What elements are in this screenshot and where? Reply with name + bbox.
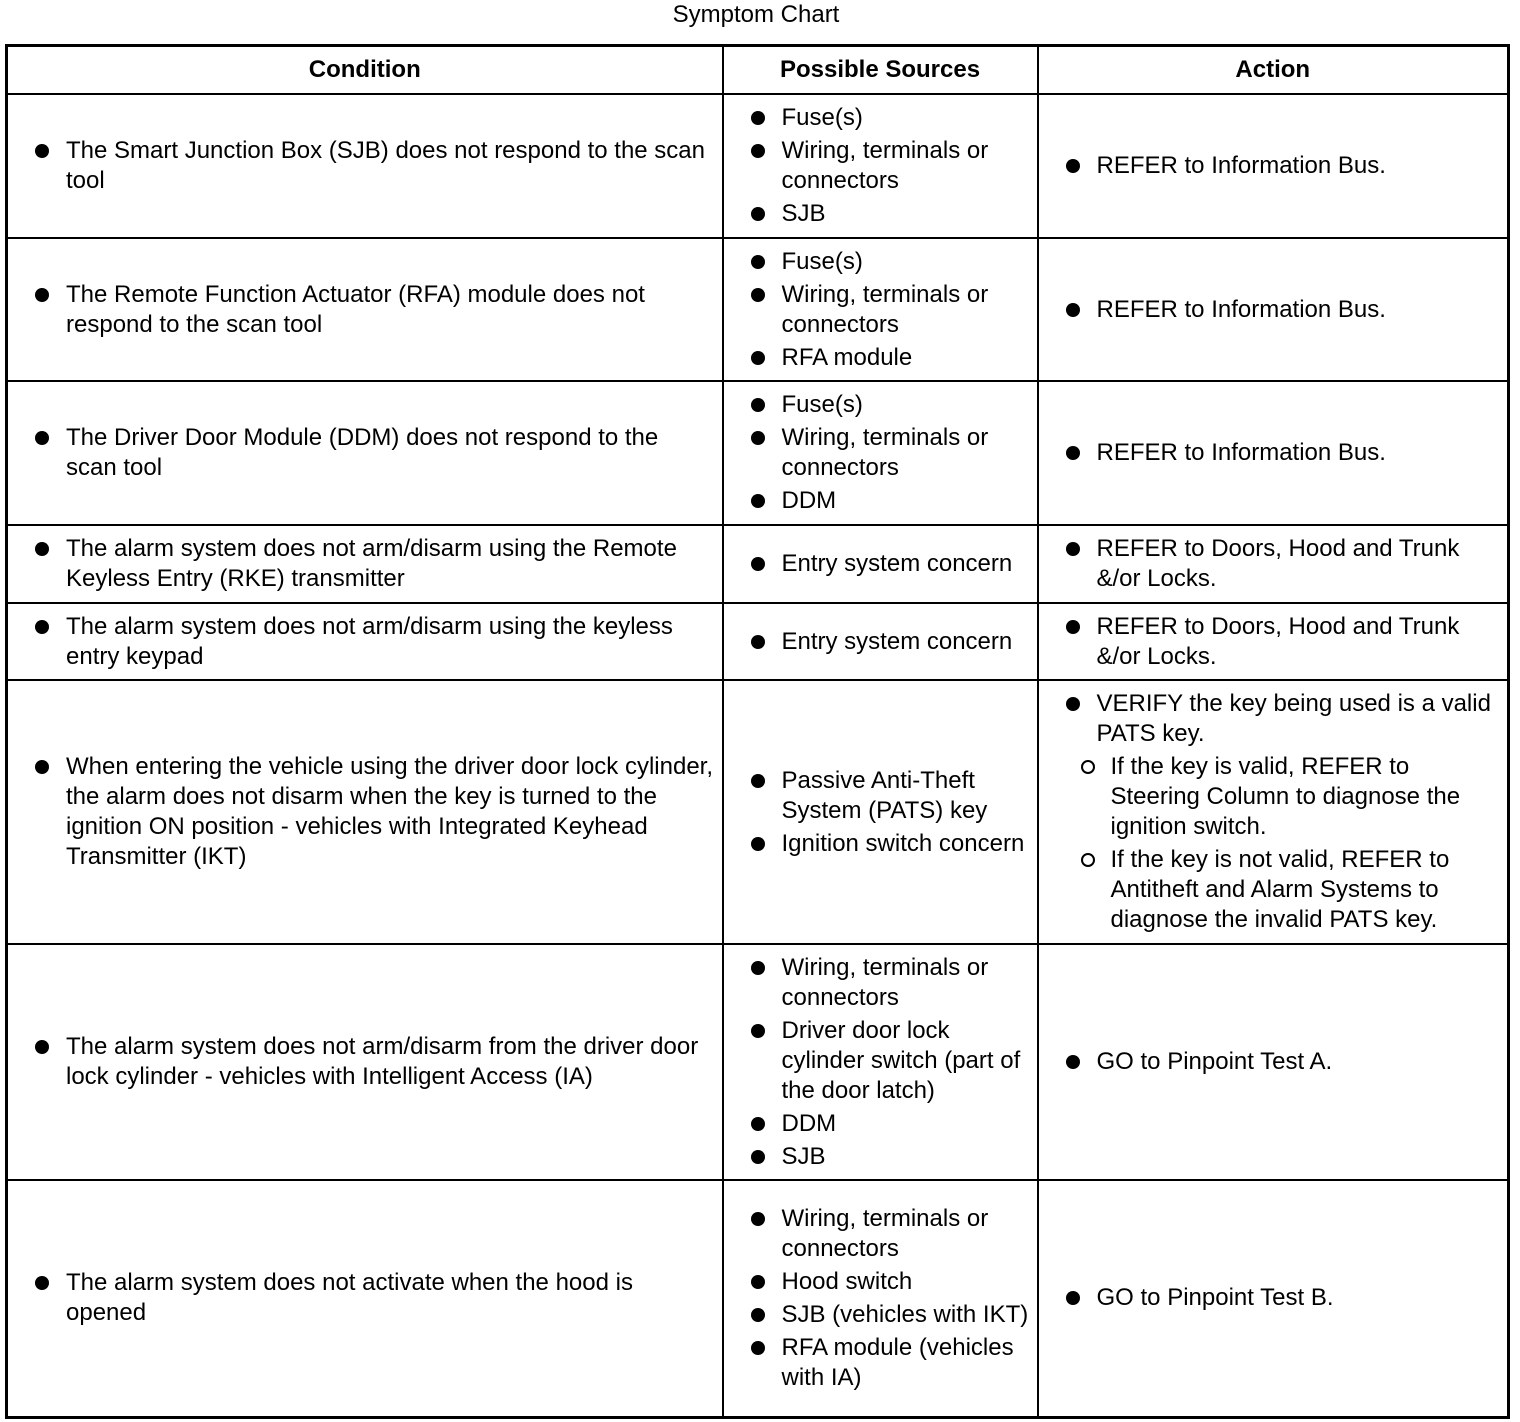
- condition-text: The Remote Function Actuator (RFA) module does not respond to the scan tool: [66, 280, 645, 338]
- source-item: [746, 549, 1031, 579]
- source-text: Wiring, terminals or connectors: [781, 1204, 989, 1262]
- source-item: [746, 247, 1031, 277]
- bullet-icon: [1066, 159, 1080, 173]
- bullet-icon: [35, 144, 49, 158]
- chart-title: Symptom Chart: [672, 1, 840, 28]
- condition-cell: [7, 94, 723, 238]
- action-item: [1061, 151, 1504, 181]
- action-text: VERIFY the key being used is a valid PATS key.: [1096, 690, 1491, 747]
- sources-cell: [723, 680, 1038, 944]
- condition-text: The Driver Door Module (DDM) does not respond to the scan tool: [66, 424, 659, 481]
- source-item: [746, 1333, 1031, 1393]
- bullet-icon: [751, 1024, 765, 1038]
- table-row: [7, 525, 1509, 603]
- action-cell: [1038, 680, 1509, 944]
- source-item: [746, 1300, 1031, 1330]
- table-row: [7, 944, 1509, 1180]
- condition-item: [30, 423, 716, 483]
- action-item: [1061, 689, 1504, 749]
- action-cell: [1038, 944, 1509, 1180]
- bullet-icon: [751, 398, 765, 412]
- source-item: [746, 199, 1031, 229]
- subaction-item: [1061, 752, 1504, 842]
- bullet-icon: [35, 1276, 49, 1290]
- action-text: REFER to Doors, Hood and Trunk &/or Locks.: [1096, 612, 1460, 670]
- bullet-icon: [35, 542, 49, 556]
- action-cell: [1038, 1180, 1509, 1417]
- condition-text: The alarm system does not activate when the hood is opened: [66, 1269, 633, 1327]
- source-text: Entry system concern: [781, 627, 1013, 655]
- table-row: [7, 94, 1509, 238]
- bullet-icon: [751, 1275, 765, 1289]
- condition-cell: [7, 525, 723, 603]
- table-row: [7, 680, 1509, 944]
- header-possible-sources: Possible Sources: [723, 46, 1038, 95]
- source-item: [746, 766, 1031, 826]
- source-text: Wiring, terminals or connectors: [781, 953, 989, 1011]
- source-text: SJB: [781, 200, 826, 227]
- bullet-icon: [751, 1212, 765, 1226]
- source-text: Fuse(s): [781, 104, 863, 131]
- bullet-icon: [1066, 446, 1080, 460]
- action-cell: [1038, 94, 1509, 238]
- header-action: Action: [1038, 46, 1509, 95]
- bullet-icon: [751, 774, 765, 788]
- action-text: GO to Pinpoint Test B.: [1096, 1284, 1334, 1312]
- sources-cell: [723, 238, 1038, 381]
- source-item: [746, 280, 1031, 340]
- action-item: [1061, 612, 1504, 672]
- source-item: [746, 1016, 1031, 1106]
- source-item: [746, 136, 1031, 196]
- source-text: RFA module (vehicles with IA): [781, 1333, 1014, 1391]
- action-item: [1061, 295, 1504, 325]
- condition-text: The Smart Junction Box (SJB) does not respond to the scan tool: [66, 137, 705, 194]
- source-item: [746, 423, 1031, 483]
- bullet-icon: [751, 837, 765, 851]
- condition-cell: [7, 680, 723, 944]
- bullet-icon: [751, 1341, 765, 1355]
- action-item: [1061, 438, 1504, 468]
- bullet-icon: [751, 635, 765, 649]
- condition-text: The alarm system does not arm/disarm using the keyless entry keypad: [66, 612, 673, 670]
- bullet-icon: [35, 620, 49, 634]
- source-item: [746, 390, 1031, 420]
- condition-item: [30, 612, 716, 672]
- condition-text: The alarm system does not arm/disarm using the Remote Keyless Entry (RKE) transmitter: [66, 535, 677, 592]
- bullet-icon: [35, 1040, 49, 1054]
- action-text: REFER to Information Bus.: [1096, 439, 1386, 466]
- subaction-text: If the key is not valid, REFER to Antitheft and Alarm Systems to diagnose the invalid PATS key.: [1110, 846, 1450, 933]
- symptom-table: [5, 44, 1510, 1419]
- source-item: [746, 1142, 1031, 1172]
- bullet-icon: [751, 431, 765, 445]
- bullet-icon: [751, 557, 765, 571]
- bullet-icon: [751, 351, 765, 365]
- source-item: [746, 953, 1031, 1013]
- table-row: [7, 1180, 1509, 1417]
- source-text: Ignition switch concern: [781, 829, 1025, 857]
- action-text: REFER to Information Bus.: [1096, 295, 1386, 323]
- sources-cell: [723, 1180, 1038, 1417]
- condition-item: [30, 280, 716, 340]
- source-item: [746, 486, 1031, 516]
- action-item: [1061, 1283, 1504, 1313]
- bullet-icon: [1066, 1055, 1080, 1069]
- action-text: REFER to Information Bus.: [1096, 152, 1386, 179]
- bullet-icon: [35, 431, 49, 445]
- bullet-icon: [35, 760, 49, 774]
- source-text: Fuse(s): [781, 247, 863, 275]
- source-item: [746, 1109, 1031, 1139]
- source-text: Driver door lock cylinder switch (part of the door latch): [781, 1016, 1021, 1104]
- bullet-icon: [1066, 542, 1080, 556]
- hollow-bullet-icon: [1081, 760, 1095, 774]
- bullet-icon: [751, 111, 765, 125]
- bullet-icon: [751, 207, 765, 221]
- header-condition: Condition: [7, 46, 723, 95]
- bullet-icon: [751, 288, 765, 302]
- action-cell: [1038, 603, 1509, 680]
- source-item: [746, 829, 1031, 859]
- condition-text: When entering the vehicle using the driver door lock cylinder, the alarm does not disarm when the key is turned to the ignition ON position - vehicles with Integrated Keyhead Transmitter (IKT): [66, 753, 714, 870]
- action-text: GO to Pinpoint Test A.: [1096, 1048, 1333, 1075]
- source-text: Wiring, terminals or connectors: [781, 280, 989, 338]
- source-text: DDM: [781, 487, 837, 514]
- bullet-icon: [1066, 1291, 1080, 1305]
- subaction-item: [1061, 845, 1504, 935]
- action-item: [1061, 534, 1504, 594]
- condition-item: [30, 136, 716, 196]
- bullet-icon: [751, 255, 765, 269]
- hollow-bullet-icon: [1081, 853, 1095, 867]
- condition-cell: [7, 1180, 723, 1417]
- source-text: Fuse(s): [781, 391, 863, 418]
- bullet-icon: [751, 494, 765, 508]
- bullet-icon: [751, 1308, 765, 1322]
- action-item: [1061, 1047, 1504, 1077]
- source-text: SJB (vehicles with IKT): [781, 1300, 1029, 1328]
- bullet-icon: [751, 1117, 765, 1131]
- condition-item: [30, 534, 716, 594]
- sources-cell: [723, 944, 1038, 1180]
- bullet-icon: [1066, 620, 1080, 634]
- sources-cell: [723, 94, 1038, 238]
- source-item: [746, 1204, 1031, 1264]
- source-item: [746, 627, 1031, 657]
- condition-item: [30, 1268, 716, 1328]
- source-text: Wiring, terminals or connectors: [781, 424, 989, 481]
- bullet-icon: [751, 144, 765, 158]
- condition-cell: [7, 603, 723, 680]
- condition-item: [30, 752, 716, 872]
- action-cell: [1038, 381, 1509, 525]
- source-text: DDM: [781, 1109, 837, 1137]
- condition-text: The alarm system does not arm/disarm from the driver door lock cylinder - vehicles with Intelligent Access (IA): [66, 1033, 699, 1090]
- bullet-icon: [1066, 697, 1080, 711]
- sources-cell: [723, 603, 1038, 680]
- action-cell: [1038, 238, 1509, 381]
- condition-item: [30, 1032, 716, 1092]
- source-text: Wiring, terminals or connectors: [781, 137, 989, 194]
- bullet-icon: [35, 288, 49, 302]
- sources-cell: [723, 381, 1038, 525]
- table-row: [7, 238, 1509, 381]
- condition-cell: [7, 944, 723, 1180]
- sources-cell: [723, 525, 1038, 603]
- bullet-icon: [1066, 303, 1080, 317]
- action-text: REFER to Doors, Hood and Trunk &/or Locks.: [1096, 535, 1460, 592]
- subaction-text: If the key is valid, REFER to Steering Column to diagnose the ignition switch.: [1110, 753, 1461, 840]
- table-row: [7, 603, 1509, 680]
- action-cell: [1038, 525, 1509, 603]
- source-item: [746, 1267, 1031, 1297]
- source-text: Passive Anti-Theft System (PATS) key: [781, 766, 988, 824]
- condition-cell: [7, 238, 723, 381]
- header-row: [7, 46, 1509, 95]
- source-text: Hood switch: [781, 1267, 913, 1295]
- condition-cell: [7, 381, 723, 525]
- source-text: SJB: [781, 1142, 826, 1170]
- table-row: [7, 381, 1509, 525]
- bullet-icon: [751, 1150, 765, 1164]
- source-item: [746, 103, 1031, 133]
- source-item: [746, 343, 1031, 373]
- source-text: Entry system concern: [781, 550, 1013, 577]
- source-text: RFA module: [781, 343, 913, 371]
- bullet-icon: [751, 961, 765, 975]
